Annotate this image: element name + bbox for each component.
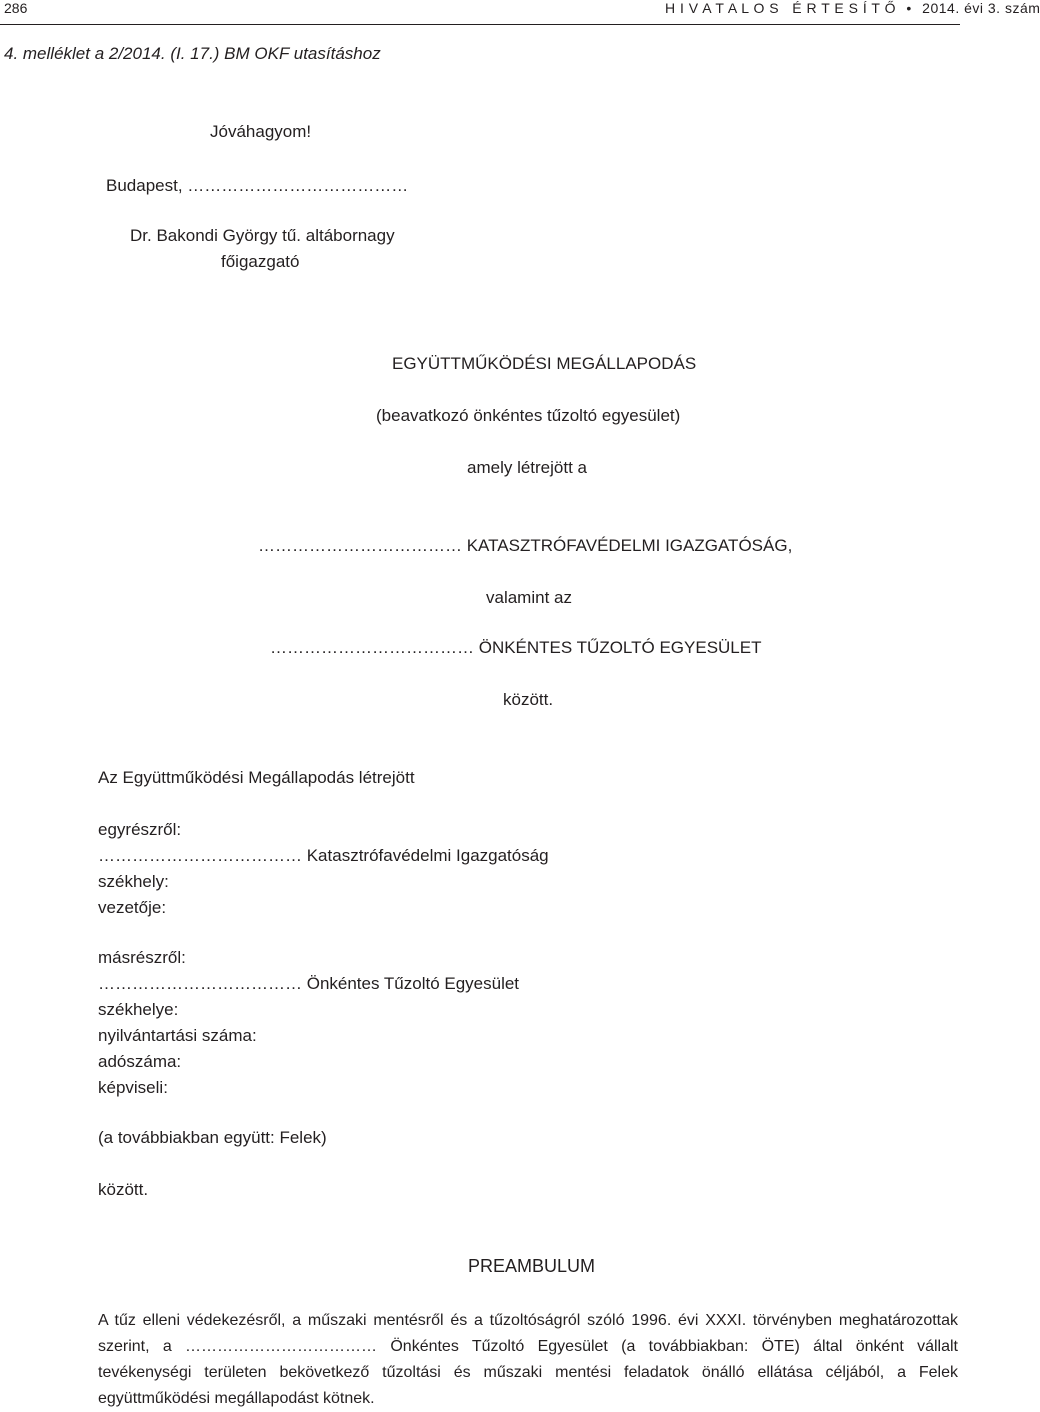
parties-intro: Az Együttműködési Megállapodás létrejött (98, 768, 415, 787)
signer-name: Dr. Bakondi György tű. altábornagy (130, 226, 395, 245)
place-date-line: Budapest, ………………………………… (106, 176, 409, 195)
second-party-tax-number: adószáma: (98, 1052, 182, 1071)
first-party-seat: székhely: (98, 872, 169, 891)
second-party-seat: székhelye: (98, 1000, 179, 1019)
second-party-representative: képviseli: (98, 1078, 168, 1097)
publication-name (665, 0, 1040, 16)
party-two-line: ……………………………… ÖNKÉNTES TŰZOLTÓ EGYESÜLET (270, 638, 762, 657)
approval-text: Jóváhagyom! (210, 122, 312, 141)
header-separator: • (906, 0, 912, 16)
annex-title: 4. melléklet a 2/2014. (I. 17.) BM OKF utasításhoz (4, 44, 381, 63)
preamble-heading: PREAMBULUM (468, 1256, 596, 1276)
first-party-leader: vezetője: (98, 898, 167, 917)
parties-together: (a továbbiakban együtt: Felek) (98, 1128, 327, 1147)
between-text: között. (503, 690, 554, 709)
parties-between: között. (98, 1180, 149, 1199)
agreement-intro: amely létrejött a (467, 458, 587, 477)
agreement-title: EGYÜTTMŰKÖDÉSI MEGÁLLAPODÁS (392, 354, 697, 373)
preamble-text: A tűz elleni védekezésről, a műszaki mentésről és a tűzoltóságról szóló 1996. évi XXXI. törvényben meghatározottak szerint, a ……………………………… Önkéntes Tűzoltó Egyesület (a továbbiakban: ÖTE) által önként vállalt tevékenységi területen bekövetkező tűzoltási és műszaki mentési feladatok önálló ellátása céljából, a Felek együttműködési megállapodást kötnek. (98, 1312, 958, 1407)
first-party-label: egyrészről: (98, 820, 182, 839)
agreement-subtitle: (beavatkozó önkéntes tűzoltó egyesület) (376, 406, 681, 425)
second-party-name: ……………………………… Önkéntes Tűzoltó Egyesület (98, 974, 520, 993)
publication-title: H I V A T A L O S É R T E S Í T Ő (665, 0, 896, 16)
second-party-label: másrészről: (98, 948, 186, 967)
signer-title: főigazgató (221, 252, 300, 271)
second-party-registration: nyilvántartási száma: (98, 1026, 257, 1045)
page-number: 286 (4, 0, 28, 16)
header-rule (0, 24, 960, 25)
issue-number: 2014. évi 3. szám (922, 0, 1040, 16)
first-party-name: ……………………………… Katasztrófavédelmi Igazgatóság (98, 846, 549, 865)
and-text: valamint az (486, 588, 572, 607)
party-one-line: ……………………………… KATASZTRÓFAVÉDELMI IGAZGATÓSÁG, (258, 536, 793, 555)
